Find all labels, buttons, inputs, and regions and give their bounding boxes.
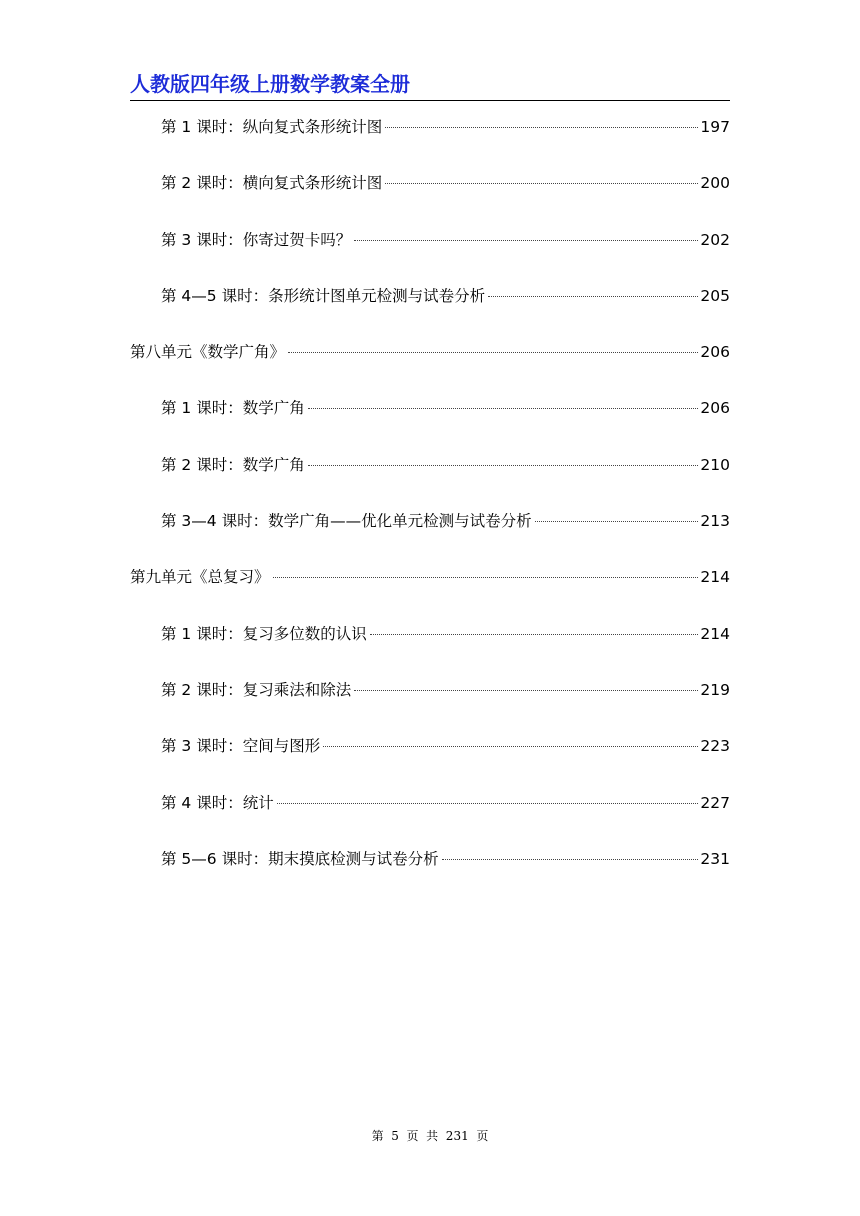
toc-page-number: 231 xyxy=(700,849,730,868)
toc-entry-title: 第 1 课时：纵向复式条形统计图 xyxy=(161,118,383,136)
document-title: 人教版四年级上册数学教案全册 xyxy=(130,72,410,96)
toc-dot-leader xyxy=(385,127,698,128)
table-of-contents xyxy=(130,112,730,900)
toc-entry-title: 第九单元《总复习》 xyxy=(130,568,270,587)
toc-entry-title: 第 2 课时：横向复式条形统计图 xyxy=(161,174,383,193)
toc-lesson-entry[interactable] xyxy=(130,281,730,337)
toc-lesson-entry[interactable] xyxy=(130,675,730,731)
toc-unit-entry[interactable] xyxy=(130,337,730,393)
toc-lesson-entry[interactable] xyxy=(130,619,730,675)
toc-unit-entry[interactable] xyxy=(130,562,730,618)
toc-page-number: 202 xyxy=(700,230,730,249)
toc-lesson-entry[interactable] xyxy=(130,450,730,506)
toc-lesson-entry[interactable] xyxy=(130,788,730,844)
toc-entry-title: 第 2 课时：复习乘法和除法 xyxy=(161,680,352,699)
toc-entry-title: 第 3 课时：你寄过贺卡吗？ xyxy=(161,230,352,249)
toc-page-number: 210 xyxy=(700,455,730,474)
page-number-footer: 第 5 页 共 231 页 xyxy=(371,1129,489,1143)
toc-page-number: 219 xyxy=(700,680,730,699)
toc-dot-leader xyxy=(354,690,698,691)
toc-page-number: 197 xyxy=(700,118,730,136)
toc-entry-title: 第 3 课时：空间与图形 xyxy=(161,737,321,756)
toc-dot-leader xyxy=(442,859,699,860)
page-header xyxy=(130,70,730,101)
toc-entry-title: 第 2 课时：数学广角 xyxy=(161,455,305,474)
toc-dot-leader xyxy=(370,634,699,635)
toc-dot-leader xyxy=(323,746,698,747)
toc-page-number: 200 xyxy=(700,174,730,193)
toc-entry-title: 第 3—4 课时：数学广角——优化单元检测与试卷分析 xyxy=(161,512,532,531)
toc-lesson-entry[interactable] xyxy=(130,225,730,281)
toc-dot-leader xyxy=(354,240,698,241)
toc-page-number: 223 xyxy=(700,737,730,756)
toc-page-number: 227 xyxy=(700,793,730,812)
toc-page-number: 206 xyxy=(700,399,730,418)
toc-dot-leader xyxy=(308,408,699,409)
toc-entry-title: 第 4 课时：统计 xyxy=(161,793,274,812)
toc-lesson-entry[interactable] xyxy=(130,393,730,449)
toc-entry-title: 第 5—6 课时：期末摸底检测与试卷分析 xyxy=(161,849,439,868)
toc-page-number: 214 xyxy=(700,624,730,643)
toc-entry-title: 第 4—5 课时：条形统计图单元检测与试卷分析 xyxy=(161,286,486,305)
toc-lesson-entry[interactable] xyxy=(130,844,730,900)
toc-dot-leader xyxy=(535,521,699,522)
toc-dot-leader xyxy=(288,352,698,353)
toc-lesson-entry[interactable] xyxy=(130,731,730,787)
toc-lesson-entry[interactable] xyxy=(130,112,730,168)
toc-page-number: 214 xyxy=(700,568,730,587)
toc-dot-leader xyxy=(277,803,699,804)
toc-dot-leader xyxy=(385,183,698,184)
toc-lesson-entry[interactable] xyxy=(130,506,730,562)
toc-dot-leader xyxy=(308,465,699,466)
toc-page-number: 205 xyxy=(700,286,730,305)
toc-dot-leader xyxy=(273,577,699,578)
toc-entry-title: 第 1 课时：复习多位数的认识 xyxy=(161,624,367,643)
toc-lesson-entry[interactable] xyxy=(130,168,730,224)
toc-dot-leader xyxy=(488,296,698,297)
toc-page-number: 206 xyxy=(700,343,730,362)
toc-entry-title: 第 1 课时：数学广角 xyxy=(161,399,305,418)
toc-page-number: 213 xyxy=(700,512,730,531)
toc-entry-title: 第八单元《数学广角》 xyxy=(130,343,286,362)
